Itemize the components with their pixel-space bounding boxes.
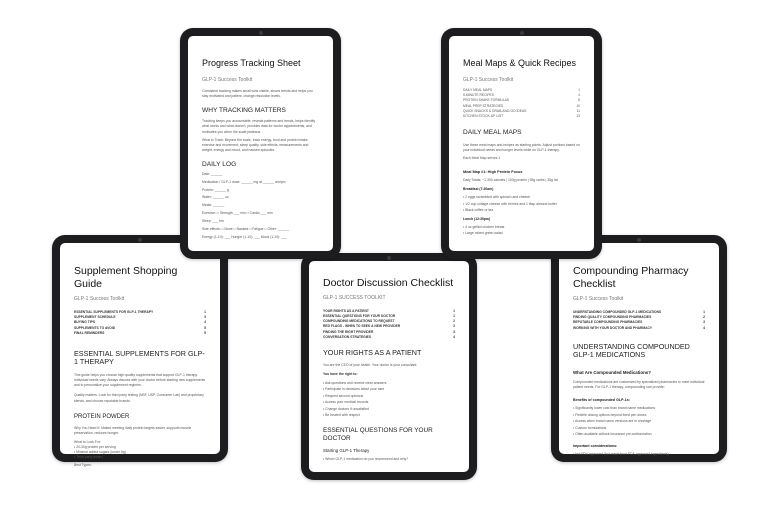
document-page[interactable] bbox=[309, 261, 469, 472]
front-camera bbox=[520, 31, 524, 35]
document-subtitle: GLP-1 Success Toolkit bbox=[573, 296, 624, 303]
document-subtitle: GLP-1 SUCCESS TOOLKIT bbox=[323, 295, 386, 302]
document-page[interactable] bbox=[449, 36, 594, 251]
document-page[interactable] bbox=[559, 243, 719, 454]
tablet-progress-sheet bbox=[180, 28, 341, 259]
document-title: Compounding Pharmacy Checklist bbox=[573, 265, 689, 291]
intro-text: Consistent tracking makes small wins visible, shows trends and helps you stay motivated and patient, change resolution levels. bbox=[202, 89, 313, 99]
questions-list bbox=[323, 456, 455, 462]
log-field[interactable]: Protein: ______ g bbox=[202, 187, 229, 192]
section-heading: UNDERSTANDING COMPOUNDED GLP-1 MEDICATIONS bbox=[573, 341, 690, 360]
list-item: • Request second opinions bbox=[323, 393, 455, 399]
list-item: • Flexible dosing options beyond fixed pen doses bbox=[573, 412, 705, 418]
toc-item[interactable]: KITCHEN STOCK-UP LIST 13 bbox=[463, 113, 580, 118]
log-field[interactable]: Water: ______ oz bbox=[202, 195, 229, 200]
table-of-contents bbox=[323, 309, 455, 340]
toc-item[interactable]: FINDING THE RIGHT PROVIDER 3 bbox=[323, 329, 455, 334]
document-page[interactable] bbox=[188, 36, 333, 251]
list-item: • 1/2 cup cottage cheese with berries and 1 tbsp almond butter bbox=[463, 201, 580, 207]
log-field[interactable]: Side effects: □ None □ Nausea □ Fatigue □ Other: ______ bbox=[202, 226, 290, 231]
document-subtitle: GLP-1 Success Toolkit bbox=[463, 77, 514, 84]
log-field[interactable]: Medication / GLP-1 dose: ______ mg at ______ am/pm bbox=[202, 179, 286, 184]
toc-item[interactable]: WORKING WITH YOUR DOCTOR AND PHARMACY 4 bbox=[573, 325, 705, 330]
list-item: • Not FDA approved (but made from FDA-approved ingredients) bbox=[573, 451, 705, 457]
what-label: What to Look For: bbox=[74, 440, 101, 445]
document-subtitle: GLP-1 Success Toolkit bbox=[202, 77, 253, 84]
body-text: Tracking keeps you accountable, reveals patterns and trends, helps identify what works and what doesn't, provides data for doctor appointments, and motivates you when the scale plateaus. bbox=[202, 119, 316, 134]
list-item: • Access when brand name versions are in shortage bbox=[573, 418, 705, 424]
list-item: • Which GLP-1 medication do you recommend and why? bbox=[323, 456, 455, 462]
front-camera bbox=[138, 238, 142, 242]
list-item: • Access your medical records bbox=[323, 399, 455, 405]
toc-item[interactable]: SUPPLEMENT SCHEDULE 3 bbox=[74, 315, 206, 320]
list-item: • Be treated with respect bbox=[323, 412, 455, 418]
daily-totals: Daily Totals: ~1,300 calories | 100g protein | 65g carbs | 35g fat bbox=[463, 178, 558, 183]
benefits-list bbox=[573, 405, 705, 437]
front-camera bbox=[387, 256, 391, 260]
list-item: • Third party tested bbox=[74, 455, 206, 460]
breakfast-list bbox=[463, 194, 580, 213]
list-item: • Participate in decisions about your care bbox=[323, 386, 455, 392]
document-page[interactable] bbox=[60, 243, 220, 468]
log-field[interactable]: Energy (1-10): ___ Hunger (1-10): ___ Mood (1-10): ___ bbox=[202, 234, 287, 239]
section-heading: DAILY MEAL MAPS bbox=[463, 128, 522, 136]
tablet-supplement-guide bbox=[52, 235, 228, 468]
log-field[interactable]: Sleep: ___ hrs bbox=[202, 218, 224, 223]
list-item: • 2 eggs scrambled with spinach and cheese bbox=[463, 194, 580, 200]
list-item: • 4 oz grilled chicken breast bbox=[463, 224, 580, 230]
toc-item[interactable]: YOUR RIGHTS AS A PATIENT 1 bbox=[323, 309, 455, 314]
rights-list bbox=[323, 380, 455, 419]
meal-heading: Breakfast (7:30am) bbox=[463, 187, 494, 192]
section-heading: DAILY LOG bbox=[202, 161, 237, 169]
serves-text: Each Meal Map serves 1 bbox=[463, 156, 501, 161]
table-of-contents bbox=[573, 310, 705, 330]
tablet-compounding-checklist bbox=[551, 235, 727, 462]
body-text: Use these meal maps and recipes as starting points. Adjust portions based on your individual needs and hunger levels while on GLP-1 therapy. bbox=[463, 142, 580, 152]
list-item: • Significantly lower cost than brand name medications bbox=[573, 405, 705, 411]
note-text: Quality matters: Look for third party testing (NSF, USP, Consumer Lab) and proprietary blends, and choose reputable brands. bbox=[74, 393, 204, 403]
meal-map-title: Meal Map #1: High Protein Focus bbox=[463, 170, 523, 175]
rights-intro: You are the CEO of your health. Your doctor is your consultant. bbox=[323, 363, 418, 368]
considerations-list bbox=[573, 451, 705, 457]
log-field[interactable]: Exercise: □ Strength ___ min □ Cardio ___ min bbox=[202, 211, 273, 216]
lunch-list bbox=[463, 224, 580, 237]
toc-item[interactable]: FINAL REMINDERS 5 bbox=[74, 330, 206, 335]
subsection-heading: What Are Compounded Medications? bbox=[573, 369, 651, 375]
list-item: • Large mixed green salad bbox=[463, 230, 580, 236]
toc-item[interactable]: COMPOUNDING MEDICATIONS TO REQUEST 2 bbox=[323, 319, 455, 324]
toc-item[interactable]: BUYING TIPS 4 bbox=[74, 320, 206, 325]
document-title: Supplement Shopping Guide bbox=[74, 265, 178, 291]
toc-item[interactable]: PROTEIN SHAKE FORMULAS 8 bbox=[463, 98, 580, 103]
log-field[interactable]: Date: ______ bbox=[202, 171, 223, 176]
meal-heading: Lunch (12:30pm) bbox=[463, 216, 491, 221]
toc-item[interactable]: ESSENTIAL SUPPLEMENTS FOR GLP-1 THERAPY 1 bbox=[74, 310, 206, 315]
document-title: Doctor Discussion Checklist bbox=[323, 277, 454, 289]
subsection-heading: Starting GLP-1 Therapy bbox=[323, 447, 370, 453]
front-camera bbox=[637, 238, 641, 242]
why-text: Why You Need It: Makes meeting daily protein targets easier, supports muscle preservation, reduces hunger. bbox=[74, 425, 192, 435]
list-item: • Minimal added sugars (under 5g) bbox=[74, 450, 206, 455]
body-text: What to Track: Beyond the scale, track energy, food and protein intake, exercise and movement, sleep quality, side effects, measurements and weight, energy and mood, and nausea episodes. bbox=[202, 137, 309, 152]
rights-label: You have the right to: bbox=[323, 371, 358, 376]
section-heading: ESSENTIAL SUPPLEMENTS FOR GLP-1 THERAPY bbox=[74, 348, 205, 367]
front-camera bbox=[259, 31, 263, 35]
tablet-meal-maps bbox=[441, 28, 602, 259]
toc-item[interactable]: CONVERSATION STRATEGIES 4 bbox=[323, 334, 455, 339]
list-item: • Custom formulations bbox=[573, 425, 705, 431]
toc-item[interactable]: REPUTABLE COMPOUNDING PHARMACIES 3 bbox=[573, 320, 705, 325]
subsection-heading: Benefits of compounded GLP-1s: bbox=[573, 398, 630, 403]
document-title: Progress Tracking Sheet bbox=[202, 58, 301, 68]
toc-item[interactable]: 5-MINUTE RECIPES 4 bbox=[463, 93, 580, 98]
toc-item[interactable]: UNDERSTANDING COMPOUNDED GLP-1 MEDICATIONS 1 bbox=[573, 310, 705, 315]
list-item: • Black coffee or tea bbox=[463, 207, 580, 213]
table-of-contents bbox=[463, 88, 580, 119]
toc-item[interactable]: QUICK SNACKS & GRAB-AND-GO IDEAS 11 bbox=[463, 108, 580, 113]
list-item: • Ask questions and receive clear answers bbox=[323, 380, 455, 386]
list-item: • Often available without insurance pre-authorization bbox=[573, 431, 705, 437]
toc-item[interactable]: FINDING QUALITY COMPOUNDING PHARMACIES 2 bbox=[573, 315, 705, 320]
what-body: Compounded medications are customized by specialized pharmacies to meet individual patient needs. For GLP-1 therapy, compounding can provide: bbox=[573, 379, 705, 390]
toc-item[interactable]: RED FLAGS - WHEN TO SEEK A NEW PROVIDER 3 bbox=[323, 324, 455, 329]
list-item: • Change doctors if unsatisfied bbox=[323, 406, 455, 412]
toc-item[interactable]: ESSENTIAL QUESTIONS FOR YOUR DOCTOR 1 bbox=[323, 314, 455, 319]
toc-item[interactable]: MEAL PREP STRATEGIES 10 bbox=[463, 103, 580, 108]
table-of-contents bbox=[74, 310, 206, 336]
section-heading: WHY TRACKING MATTERS bbox=[202, 107, 286, 115]
list-item: • 20-30g protein per serving bbox=[74, 445, 206, 450]
daily-log-fields bbox=[202, 171, 319, 241]
section-heading: YOUR RIGHTS AS A PATIENT bbox=[323, 347, 422, 357]
log-field[interactable]: Meals: ______ bbox=[202, 203, 225, 208]
subsection-heading: Important considerations: bbox=[573, 443, 618, 448]
tablet-doctor-checklist bbox=[301, 253, 477, 480]
best-types-label: Best Types: bbox=[74, 463, 92, 468]
section-heading: ESSENTIAL QUESTIONS FOR YOUR DOCTOR bbox=[323, 427, 433, 443]
what-list bbox=[74, 445, 206, 459]
toc-item[interactable]: SUPPLEMENTS TO AVOID 5 bbox=[74, 325, 206, 330]
document-subtitle: GLP-1 Success Toolkit bbox=[74, 296, 125, 303]
toc-item[interactable]: DAILY MEAL MAPS 1 bbox=[463, 88, 580, 93]
document-title: Meal Maps & Quick Recipes bbox=[463, 58, 577, 68]
intro-text: This guide helps you choose high quality supplements that support GLP-1 therapy. Individual needs vary. Always discuss with your doctor before starting new supplements and to personalize your supplement regimen. bbox=[74, 373, 206, 388]
section-heading: PROTEIN POWDER bbox=[74, 413, 130, 420]
